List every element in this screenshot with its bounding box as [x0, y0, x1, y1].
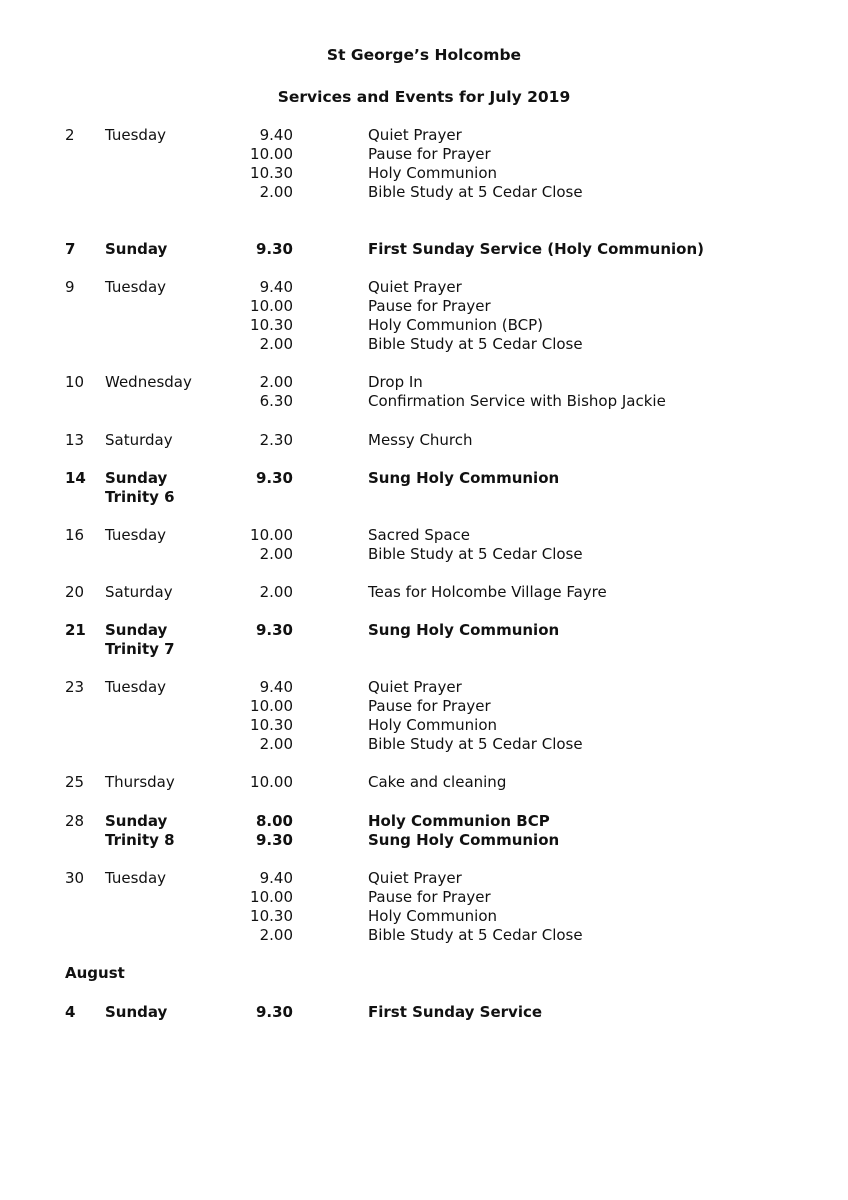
schedule-row	[0, 373, 848, 392]
schedule-row	[0, 431, 848, 450]
service-time: 10.30	[250, 164, 293, 182]
schedule-row	[0, 240, 848, 259]
service-time: 9.30	[255, 831, 293, 849]
service-time: 10.30	[250, 716, 293, 734]
weekday-label: Wednesday	[105, 373, 192, 391]
schedule-row	[0, 488, 848, 507]
event-name: Quiet Prayer	[368, 869, 462, 887]
service-time: 10.00	[250, 145, 293, 163]
schedule-row	[0, 812, 848, 831]
event-name: Holy Communion BCP	[368, 812, 550, 830]
service-time: 8.00	[255, 812, 293, 830]
event-name: Cake and cleaning	[368, 773, 507, 791]
schedule-row	[0, 678, 848, 697]
event-name: Bible Study at 5 Cedar Close	[368, 545, 583, 563]
schedule-row	[0, 183, 848, 202]
event-name: First Sunday Service (Holy Communion)	[368, 240, 705, 258]
service-time: 10.30	[250, 316, 293, 334]
day-number: 7	[65, 240, 76, 258]
event-name: Quiet Prayer	[368, 278, 462, 296]
day-number: 28	[65, 812, 85, 830]
schedule-row	[0, 621, 848, 640]
schedule-row	[0, 1003, 848, 1022]
service-time: 9.40	[259, 678, 293, 696]
day-number: 23	[65, 678, 85, 696]
event-name: Pause for Prayer	[368, 888, 491, 906]
schedule-row	[0, 469, 848, 488]
schedule-row	[0, 545, 848, 564]
event-name: Sung Holy Communion	[368, 469, 560, 487]
schedule-row	[0, 926, 848, 945]
day-number: 4	[65, 1003, 76, 1021]
schedule-row	[0, 697, 848, 716]
schedule-row	[0, 335, 848, 354]
weekday-label: Sunday	[105, 240, 168, 258]
schedule-row	[0, 773, 848, 792]
service-time: 9.30	[255, 240, 293, 258]
schedule-row	[0, 964, 848, 983]
service-time: 2.00	[259, 335, 293, 353]
service-time: 10.00	[250, 297, 293, 315]
weekday-label: Tuesday	[105, 126, 167, 144]
weekday-label: Trinity 6	[105, 488, 175, 506]
event-name: Quiet Prayer	[368, 126, 462, 144]
service-time: 10.30	[250, 907, 293, 925]
service-time: 2.00	[259, 735, 293, 753]
weekday-label: Sunday	[105, 812, 168, 830]
weekday-label: Tuesday	[105, 678, 167, 696]
event-name: Sacred Space	[368, 526, 471, 544]
event-name: Bible Study at 5 Cedar Close	[368, 183, 583, 201]
weekday-label: Saturday	[105, 583, 173, 601]
day-number: 30	[65, 869, 85, 887]
event-name: Messy Church	[368, 431, 473, 449]
event-name: Sung Holy Communion	[368, 621, 560, 639]
event-name: Holy Communion (BCP)	[368, 316, 544, 334]
service-time: 2.00	[259, 545, 293, 563]
event-name: Pause for Prayer	[368, 297, 491, 315]
day-number: August	[65, 964, 125, 982]
event-name: Holy Communion	[368, 907, 498, 925]
service-time: 9.40	[259, 126, 293, 144]
schedule-row	[0, 831, 848, 850]
schedule-row	[0, 297, 848, 316]
schedule-row	[0, 126, 848, 145]
day-number: 13	[65, 431, 85, 449]
schedule-row	[0, 907, 848, 926]
event-name: Bible Study at 5 Cedar Close	[368, 926, 583, 944]
day-number: 9	[65, 278, 75, 296]
weekday-label: Sunday	[105, 621, 168, 639]
weekday-label: Tuesday	[105, 526, 167, 544]
schedule-row	[0, 869, 848, 888]
schedule-row	[0, 526, 848, 545]
event-name: Bible Study at 5 Cedar Close	[368, 335, 583, 353]
schedule-row	[0, 278, 848, 297]
service-time: 9.30	[255, 621, 293, 639]
event-name: Sung Holy Communion	[368, 831, 560, 849]
event-name: Drop In	[368, 373, 423, 391]
event-name: Pause for Prayer	[368, 697, 491, 715]
service-time: 6.30	[259, 392, 293, 410]
day-number: 2	[65, 126, 75, 144]
service-time: 2.00	[259, 583, 293, 601]
day-number: 25	[65, 773, 85, 791]
day-number: 10	[65, 373, 85, 391]
event-name: Holy Communion	[368, 716, 498, 734]
schedule-row	[0, 888, 848, 907]
event-name: Teas for Holcombe Village Fayre	[368, 583, 607, 601]
service-time: 2.00	[259, 926, 293, 944]
event-name: Confirmation Service with Bishop Jackie	[368, 392, 666, 410]
service-time: 2.00	[259, 373, 293, 391]
schedule-row	[0, 583, 848, 602]
service-time: 10.00	[250, 526, 293, 544]
weekday-label: Trinity 8	[105, 831, 175, 849]
schedule-row	[0, 392, 848, 411]
service-time: 10.00	[250, 888, 293, 906]
event-name: Pause for Prayer	[368, 145, 491, 163]
event-name: Holy Communion	[368, 164, 498, 182]
weekday-label: Thursday	[105, 773, 175, 791]
event-name: Bible Study at 5 Cedar Close	[368, 735, 583, 753]
weekday-label: Tuesday	[105, 869, 167, 887]
weekday-label: Sunday	[105, 469, 168, 487]
day-number: 14	[65, 469, 86, 487]
schedule-row	[0, 164, 848, 183]
schedule-row	[0, 316, 848, 335]
event-name: Quiet Prayer	[368, 678, 462, 696]
schedule-row	[0, 145, 848, 164]
event-name: First Sunday Service	[368, 1003, 543, 1021]
schedule-row	[0, 716, 848, 735]
service-time: 10.00	[250, 697, 293, 715]
service-time: 9.30	[255, 1003, 293, 1021]
page-title: St George’s Holcombe	[326, 46, 522, 64]
day-number: 16	[65, 526, 85, 544]
weekday-label: Saturday	[105, 431, 173, 449]
weekday-label: Tuesday	[105, 278, 167, 296]
day-number: 21	[65, 621, 86, 639]
page-subtitle: Services and Events for July 2019	[277, 88, 571, 106]
weekday-label: Sunday	[105, 1003, 168, 1021]
day-number: 20	[65, 583, 85, 601]
service-time: 9.40	[259, 869, 293, 887]
schedule-row	[0, 735, 848, 754]
service-time: 9.40	[259, 278, 293, 296]
service-time: 10.00	[250, 773, 293, 791]
schedule-row	[0, 640, 848, 659]
service-time: 2.30	[259, 431, 293, 449]
weekday-label: Trinity 7	[105, 640, 175, 658]
service-time: 2.00	[259, 183, 293, 201]
service-time: 9.30	[255, 469, 293, 487]
